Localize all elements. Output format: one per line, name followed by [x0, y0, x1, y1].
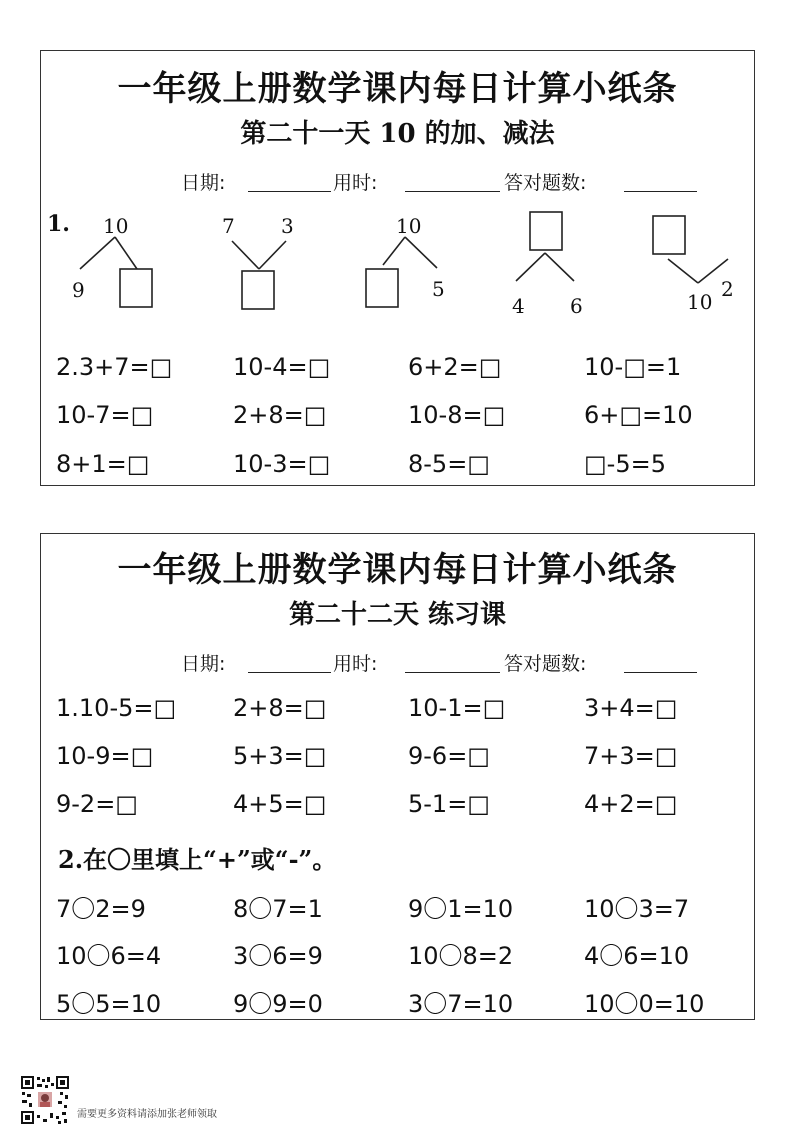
equation[interactable]: 10-7=□	[56, 401, 154, 429]
equation[interactable]: 1.10-5=□	[56, 694, 177, 722]
circle-equation[interactable]: 10〇8=2	[408, 942, 514, 970]
date-field[interactable]	[248, 191, 331, 192]
equation[interactable]: 9-6=□	[408, 742, 490, 770]
equation[interactable]: 10-8=□	[408, 401, 506, 429]
qr-code-icon[interactable]	[20, 1075, 70, 1125]
equation[interactable]: □-5=5	[584, 450, 666, 478]
equation[interactable]: 5+3=□	[233, 742, 327, 770]
tree-3-top: 10	[396, 214, 422, 238]
tree-5-bottom: 10	[687, 290, 713, 314]
equation[interactable]: 10-1=□	[408, 694, 506, 722]
equation[interactable]: 4+5=□	[233, 790, 327, 818]
equation[interactable]: 6+□=10	[584, 401, 693, 429]
equation[interactable]: 3+4=□	[584, 694, 678, 722]
answer-box	[242, 271, 274, 309]
tree-4-left: 4	[512, 294, 525, 318]
equation[interactable]: 2.3+7=□	[56, 353, 173, 381]
worksheet-day22	[40, 533, 755, 1020]
tree-2-right: 3	[281, 214, 294, 238]
date-label: 日期:	[181, 172, 226, 194]
answer-box	[530, 212, 562, 250]
equation[interactable]: 2+8=□	[233, 401, 327, 429]
worksheet-title: 一年级上册数学课内每日计算小纸条	[117, 69, 678, 109]
circle-equation[interactable]: 5〇5=10	[56, 990, 162, 1018]
circle-equation[interactable]: 10〇0=10	[584, 990, 705, 1018]
score-label: 答对题数:	[504, 172, 587, 194]
answer-box	[366, 269, 398, 307]
number-bond-trees	[41, 201, 756, 321]
answer-box	[653, 216, 685, 254]
circle-equation[interactable]: 3〇6=9	[233, 942, 323, 970]
time-label: 用时:	[333, 172, 378, 194]
score-label: 答对题数:	[504, 653, 587, 675]
equation[interactable]: 2+8=□	[233, 694, 327, 722]
tree-4-right: 6	[570, 294, 583, 318]
equation[interactable]: 4+2=□	[584, 790, 678, 818]
circle-equation[interactable]: 9〇1=10	[408, 895, 514, 923]
equation[interactable]: 10-4=□	[233, 353, 331, 381]
circle-equation[interactable]: 10〇6=4	[56, 942, 162, 970]
question-2-title: 2.在〇里填上“+”或“-”。	[58, 845, 337, 874]
circle-equation[interactable]: 10〇3=7	[584, 895, 690, 923]
time-field[interactable]	[405, 191, 500, 192]
equation[interactable]: 10-□=1	[584, 353, 682, 381]
worksheet-day21	[40, 50, 755, 486]
circle-equation[interactable]: 3〇7=10	[408, 990, 514, 1018]
tree-1-left: 9	[72, 278, 85, 302]
worksheet-subtitle: 第二十二天 练习课	[288, 600, 507, 630]
circle-equation[interactable]: 8〇7=1	[233, 895, 323, 923]
tree-2-left: 7	[222, 214, 235, 238]
footer	[20, 1075, 420, 1125]
time-label: 用时:	[333, 653, 378, 675]
equation[interactable]: 10-3=□	[233, 450, 331, 478]
equation[interactable]: 6+2=□	[408, 353, 502, 381]
score-field[interactable]	[624, 672, 697, 673]
worksheet-subtitle: 第二十一天 10 的加、减法	[240, 119, 555, 149]
tree-5-right: 2	[721, 277, 734, 301]
equation[interactable]: 8+1=□	[56, 450, 150, 478]
equation[interactable]: 5-1=□	[408, 790, 490, 818]
date-field[interactable]	[248, 672, 331, 673]
footer-note: 需要更多资料请添加张老师领取	[77, 1109, 217, 1120]
question-1-number: 1.	[47, 211, 70, 237]
equation[interactable]: 8-5=□	[408, 450, 490, 478]
circle-equation[interactable]: 9〇9=0	[233, 990, 323, 1018]
worksheet-title: 一年级上册数学课内每日计算小纸条	[117, 550, 678, 590]
circle-equation[interactable]: 7〇2=9	[56, 895, 146, 923]
tree-1-top: 10	[103, 214, 129, 238]
equation[interactable]: 10-9=□	[56, 742, 154, 770]
tree-3-right: 5	[432, 277, 445, 301]
equation[interactable]: 7+3=□	[584, 742, 678, 770]
equation[interactable]: 9-2=□	[56, 790, 138, 818]
circle-equation[interactable]: 4〇6=10	[584, 942, 690, 970]
score-field[interactable]	[624, 191, 697, 192]
date-label: 日期:	[181, 653, 226, 675]
time-field[interactable]	[405, 672, 500, 673]
answer-box	[120, 269, 152, 307]
